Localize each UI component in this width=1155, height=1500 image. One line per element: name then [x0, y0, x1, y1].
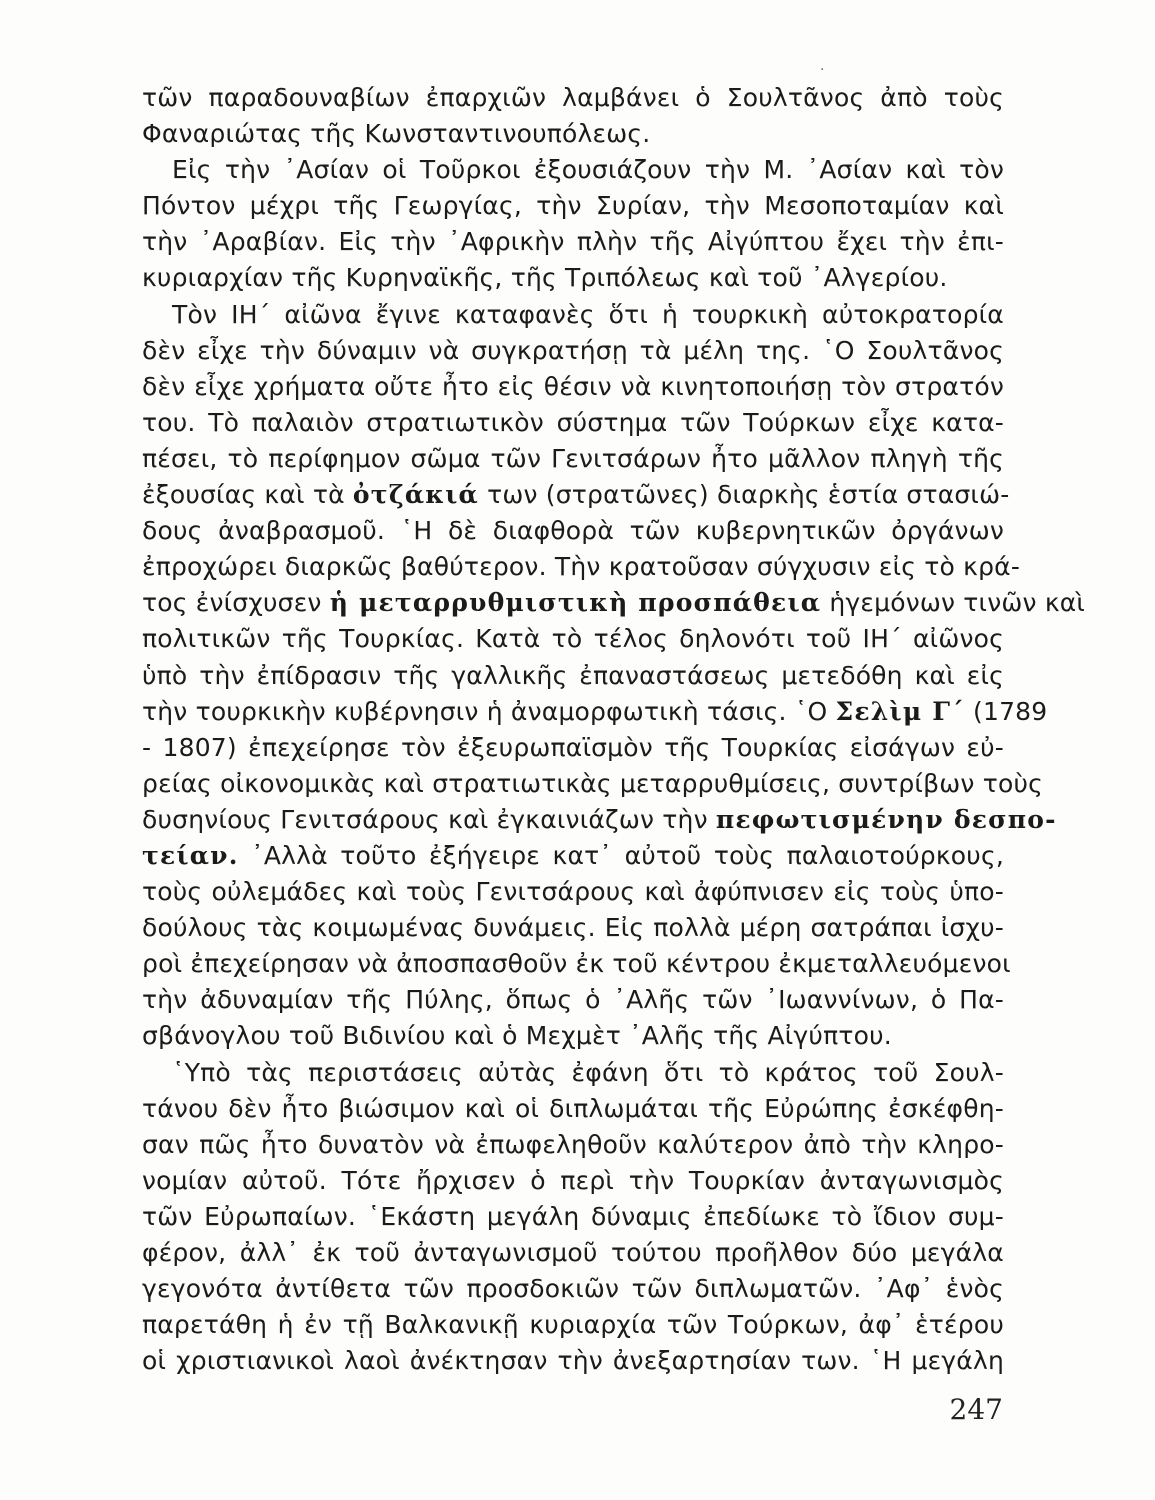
emphasized-term: Σελὶμ Γ΄ — [835, 696, 965, 726]
text-line — [142, 1055, 1004, 1091]
text-segment: δούλους τὰς κοιμωμένας δυνάμεις. Εἰς πολλὰ μέρη σατράπαι ἰσχυ- — [142, 913, 1004, 943]
scan-mark: · — [820, 62, 825, 78]
text-segment: ἐξουσίας καὶ τὰ — [142, 480, 353, 510]
text-line — [142, 1343, 1004, 1379]
text-segment: τοὺς οὐλεμάδες καὶ τοὺς Γενιτσάρους καὶ ἀφύπνισεν εἰς τοὺς ὑπο- — [142, 877, 1004, 907]
text-segment: νομίαν αὐτοῦ. Τότε ἤρχισεν ὁ περὶ τὴν Τουρκίαν ἀνταγωνισμὸς — [142, 1165, 1004, 1195]
text-line — [142, 585, 1086, 621]
text-segment: τάνου δὲν ἦτο βιώσιμον καὶ οἱ διπλωμάται τῆς Εὐρώπης ἐσκέφθη- — [142, 1093, 1004, 1123]
text-line — [142, 766, 1043, 802]
text-segment: ᾿Αλλὰ τοῦτο ἐξήγειρε κατ᾿ αὐτοῦ τοὺς παλαιοτούρκους, — [238, 840, 1004, 870]
emphasized-term: πεφωτισμένην δεσπο- — [715, 804, 1057, 834]
text-line — [142, 333, 1004, 369]
text-line — [142, 152, 1004, 188]
text-segment: φέρον, ἀλλ᾿ ἐκ τοῦ ἀνταγωνισμοῦ τούτου προῆλθον δύο μεγάλα — [142, 1238, 1004, 1267]
text-line — [142, 1091, 1004, 1127]
text-line — [142, 621, 1004, 657]
text-line — [142, 1307, 1004, 1343]
text-segment: ἡγεμόνων τινῶν καὶ — [821, 588, 1086, 618]
page-number: 247 — [949, 1393, 1003, 1426]
text-segment: τὴν ᾿Αραβίαν. Εἰς τὴν ᾿Αφρικὴν πλὴν τῆς Αἰγύπτου ἔχει τὴν ἐπι- — [142, 227, 1004, 257]
text-line — [142, 224, 1004, 260]
text-line — [142, 946, 1011, 982]
page-body-text — [142, 80, 1086, 1480]
text-segment: τος ἐνίσχυσεν — [142, 588, 330, 618]
text-line — [142, 730, 1004, 766]
text-segment: τὴν ἀδυναμίαν τῆς Πύλης, ὅπως ὁ ᾿Αλῆς τῶν ᾿Ιωαννίνων, ὁ Πα- — [142, 985, 1004, 1015]
text-line — [142, 1235, 1004, 1271]
text-segment: τῶν παραδουναβίων ἐπαρχιῶν λαμβάνει ὁ Σουλτᾶνος ἀπὸ τοὺς — [142, 83, 1004, 112]
emphasized-term: ὀτζάκιά — [352, 480, 479, 510]
text-line — [142, 802, 1057, 838]
text-segment: σβάνογλου τοῦ Βιδινίου καὶ ὁ Μεχμὲτ ᾿Αλῆς τῆς Αἰγύπτου. — [142, 1021, 892, 1051]
text-segment: Τὸν ΙΗ΄ αἰῶνα ἔγινε καταφανὲς ὅτι ἡ τουρκικὴ αὐτοκρατορία — [172, 299, 1004, 329]
text-segment: Εἰς τὴν ᾿Ασίαν οἱ Τοῦρκοι ἐξουσιάζουν τὴν Μ. ᾿Ασίαν καὶ τὸν — [172, 155, 1004, 185]
text-segment: ῾Υπὸ τὰς περιστάσεις αὐτὰς ἐφάνη ὅτι τὸ κράτος τοῦ Σουλ- — [172, 1057, 1004, 1087]
text-line — [142, 1163, 1004, 1199]
text-segment: των (στρατῶνες) διαρκὴς ἑστία στασιώ- — [478, 480, 1010, 510]
emphasized-term: ἡ μεταρρυθμιστικὴ προσπάθεια — [329, 588, 822, 618]
text-segment: του. Τὸ παλαιὸν στρατιωτικὸν σύστημα τῶν Τούρκων εἶχε κατα- — [142, 407, 1004, 437]
text-line — [142, 297, 1004, 333]
text-line — [142, 477, 1010, 513]
text-segment: δους ἀναβρασμοῦ. ῾Η δὲ διαφθορὰ τῶν κυβερνητικῶν ὀργάνων — [142, 516, 1004, 546]
text-line — [142, 369, 1004, 405]
text-line — [142, 441, 1004, 477]
text-line — [142, 188, 1004, 224]
text-segment: κυριαρχίαν τῆς Κυρηναϊκῆς, τῆς Τριπόλεως καὶ τοῦ ᾿Αλγερίου. — [142, 263, 948, 293]
text-line — [142, 1018, 1004, 1054]
text-line — [142, 1199, 1004, 1235]
text-line — [142, 549, 1021, 585]
text-segment: παρετάθη ἡ ἐν τῇ Βαλκανικῇ κυριαρχία τῶν Τούρκων, ἀφ᾿ ἑτέρου — [142, 1310, 1004, 1340]
text-segment: οἱ χριστιανικοὶ λαοὶ ἀνέκτησαν τὴν ἀνεξαρτησίαν των. ῾Η μεγάλη — [142, 1346, 1004, 1376]
text-line — [142, 405, 1004, 441]
text-line — [142, 982, 1004, 1018]
text-line — [142, 513, 1004, 549]
text-line — [142, 80, 1004, 116]
text-segment: δυσηνίους Γενιτσάρους καὶ ἐγκαινιάζων τὴν — [142, 804, 716, 834]
text-line — [142, 694, 1048, 730]
text-segment: πέσει, τὸ περίφημον σῶμα τῶν Γενιτσάρων ἦτο μᾶλλον πληγὴ τῆς — [142, 443, 1004, 473]
text-segment: τῶν Εὐρωπαίων. ῾Εκάστη μεγάλη δύναμις ἐπεδίωκε τὸ ἴδιον συμ- — [142, 1201, 1004, 1231]
text-segment: δὲν εἶχε τὴν δύναμιν νὰ συγκρατήσῃ τὰ μέλη της. ῾Ο Σουλτᾶνος — [142, 335, 1004, 365]
text-line — [142, 1127, 1004, 1163]
emphasized-term: τείαν. — [142, 840, 239, 870]
text-segment: Φαναριώτας τῆς Κωνσταντινουπόλεως. — [142, 119, 651, 149]
text-segment: δὲν εἶχε χρήματα οὔτε ἦτο εἰς θέσιν νὰ κινητοποιήσῃ τὸν στρατόν — [142, 371, 1004, 401]
text-segment: γεγονότα ἀντίθετα τῶν προσδοκιῶν τῶν διπλωματῶν. ᾿Αφ᾿ ἑνὸς — [142, 1274, 1004, 1304]
text-segment: ἐπροχώρει διαρκῶς βαθύτερον. Τὴν κρατοῦσαν σύγχυσιν εἰς τὸ κρά- — [142, 552, 1021, 582]
text-segment: - 1807) ἐπεχείρησε τὸν ἐξευρωπαϊσμὸν τῆς Τουρκίας εἰσάγων εὐ- — [142, 732, 1004, 762]
text-segment: Πόντον μέχρι τῆς Γεωργίας, τὴν Συρίαν, τὴν Μεσοποταμίαν καὶ — [142, 191, 1004, 221]
text-line — [142, 874, 1004, 910]
text-line — [142, 838, 1004, 874]
text-line — [142, 910, 1004, 946]
text-segment: ρείας οἰκονομικὰς καὶ στρατιωτικὰς μεταρρυθμίσεις, συντρίβων τοὺς — [142, 768, 1043, 798]
text-segment: ροὶ ἐπεχείρησαν νὰ ἀποσπασθοῦν ἐκ τοῦ κέντρου ἐκμεταλλευόμενοι — [142, 949, 1011, 979]
text-segment: σαν πῶς ἦτο δυνατὸν νὰ ἐπωφεληθοῦν καλύτερον ἀπὸ τὴν κληρο- — [142, 1129, 1004, 1159]
text-segment: πολιτικῶν τῆς Τουρκίας. Κατὰ τὸ τέλος δηλονότι τοῦ ΙΗ΄ αἰῶνος — [142, 624, 1004, 654]
text-line — [142, 1271, 1004, 1307]
text-segment: ὑπὸ τὴν ἐπίδρασιν τῆς γαλλικῆς ἐπαναστάσεως μετεδόθη καὶ εἰς — [142, 660, 1004, 690]
text-line — [142, 116, 1004, 152]
text-segment: τὴν τουρκικὴν κυβέρνησιν ἡ ἀναμορφωτικὴ τάσις. ῾Ο — [142, 696, 836, 726]
text-line — [142, 658, 1004, 694]
text-segment: (1789 — [964, 696, 1048, 726]
text-line — [142, 260, 1004, 296]
